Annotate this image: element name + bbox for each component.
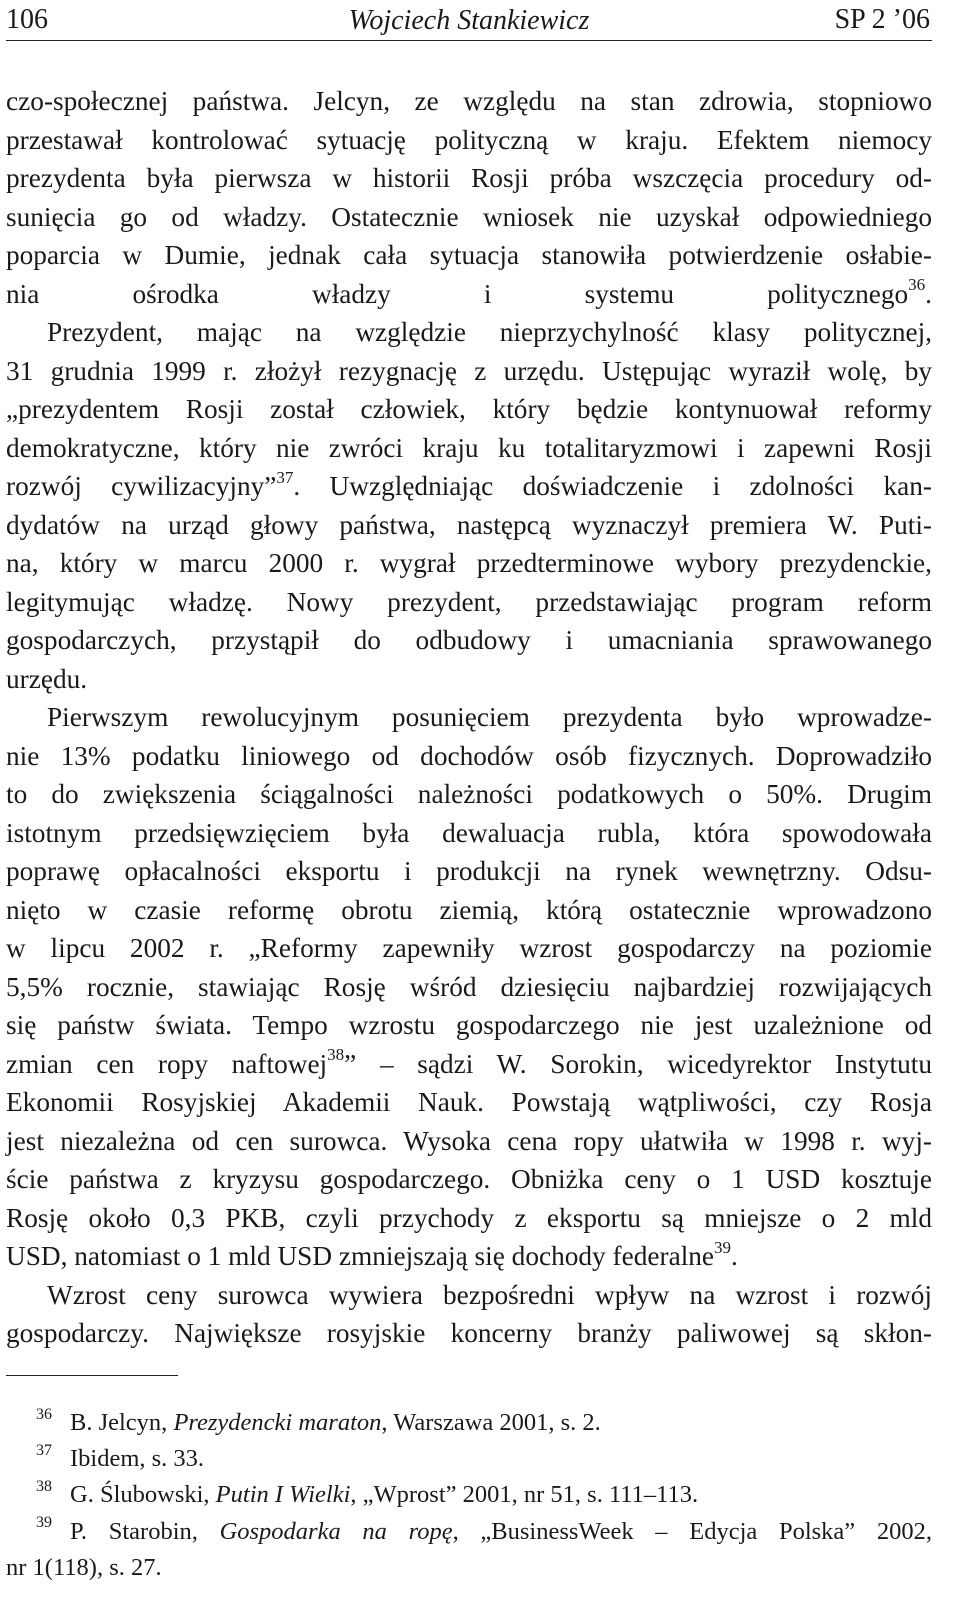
text-segment: USD, natomiast o 1 mld USD zmniejszają się dochody federalne: [6, 1241, 715, 1271]
footnote-continuation: nr 1(118), s. 27.: [6, 1553, 162, 1581]
text-line: Ekonomii Rosyjskiej Akademii Nauk. Powstają wątpliwości, czy Rosja: [6, 1087, 932, 1117]
text-line: [6, 1237, 932, 1276]
text-segment: ” – sądzi W. Sorokin, wicedyrektor Instytutu: [344, 1048, 932, 1079]
text-line: to do zwiększenia ściągalności należności podatkowych o 50%. Drugim: [6, 779, 932, 809]
text-line: jest niezależna od cen surowca. Wysoka cena ropy ułatwiła w 1998 r. wyj-: [6, 1125, 932, 1156]
text-line: nie 13% podatku liniowego od dochodów osób fizycznych. Doprowadziło: [6, 740, 932, 771]
text-line: demokratyczne, który nie zwróci kraju ku totalitaryzmowi i zapewni Rosji: [6, 432, 932, 463]
page-number: 106: [6, 4, 48, 35]
text-line: sunięcia go od władzy. Ostatecznie wniosek nie uzyskał odpowiedniego: [6, 201, 932, 232]
footnote-ref[interactable]: 36: [908, 275, 926, 295]
paragraph: [6, 313, 932, 698]
body-text: [6, 82, 932, 1353]
text-line: [6, 275, 932, 314]
footnotes: [6, 1405, 932, 1586]
running-header: [6, 0, 932, 41]
footnote-text: , „Wprost” 2001, nr 51, s. 111–113.: [350, 1481, 699, 1509]
paragraph: [6, 82, 932, 313]
footnote-title: Putin I Wielki: [215, 1481, 351, 1509]
text-line: Pierwszym rewolucyjnym posunięciem prezydenta było wprowadze-: [47, 702, 932, 732]
text-line: prezydenta była pierwsza w historii Rosji próba wszczęcia procedury od-: [6, 163, 932, 193]
text-line: w lipcu 2002 r. „Reformy zapewniły wzrost gospodarczy na poziomie: [6, 933, 932, 963]
text-line: dydatów na urząd głowy państwa, następcą wyznaczył premiera W. Puti-: [6, 509, 932, 540]
text-line: poprawę opłacalności eksportu i produkcji na rynek wewnętrzny. Odsu-: [6, 856, 932, 886]
footnote: 37 Ibidem, s. 33.: [36, 1442, 205, 1473]
text-segment: .: [925, 278, 932, 309]
footnote: 36 B. Jelcyn, Prezydencki maraton, Warszawa 2001, s. 2.: [36, 1405, 601, 1436]
footnote-text: , „BusinessWeek – Edycja Polska” 2002,: [452, 1517, 932, 1545]
text-line: [6, 1045, 932, 1084]
text-line: poparcia w Dumie, jednak cała sytuacja stanowiła potwierdzenie osłabie-: [6, 240, 932, 270]
footnote-text: G. Ślubowski,: [70, 1481, 216, 1509]
footnote-title: Gospodarka na ropę: [219, 1517, 453, 1545]
footnote-text: P. Starobin,: [70, 1517, 220, 1545]
footnote: 39 P. Starobin, Gospodarka na ropę, „BusinessWeek – Edycja Polska” 2002,: [36, 1514, 932, 1545]
text-line: 31 grudnia 1999 r. złożył rezygnację z urzędu. Ustępując wyraził wolę, by: [6, 355, 932, 386]
text-line: nięto w czasie reformę obrotu ziemią, którą ostatecznie wprowadzono: [6, 894, 932, 925]
text-segment: zmian cen ropy naftowej: [6, 1048, 328, 1079]
paragraph: [6, 1276, 932, 1353]
paragraph: [6, 698, 932, 1276]
text-line: gospodarczy. Największe rosyjskie koncerny branży paliwowej są skłon-: [6, 1318, 932, 1348]
text-line: ście państwa z kryzysu gospodarczego. Obniżka ceny o 1 USD kosztuje: [6, 1164, 932, 1194]
text-segment: . Uwzględniając doświadczenie i zdolności kan-: [293, 471, 932, 501]
text-line: urzędu.: [6, 663, 88, 694]
text-line: [6, 467, 932, 506]
text-line: istotnym przedsięwzięciem była dewaluacja rubla, która spowodowała: [6, 817, 932, 848]
footnote: 38 G. Ślubowski, Putin I Wielki, „Wprost” 2001, nr 51, s. 111–113.: [36, 1478, 699, 1509]
footnote-text: , Warszawa 2001, s. 2.: [381, 1409, 601, 1436]
text-line: legitymując władzę. Nowy prezydent, przedstawiając program reform: [6, 586, 932, 617]
running-header-author: Wojciech Stankiewicz: [348, 5, 590, 36]
footnote-ref[interactable]: 38: [327, 1045, 345, 1065]
journal-issue: SP 2 ’06: [834, 4, 930, 35]
footnote-ref[interactable]: 39: [714, 1237, 732, 1257]
text-segment: rozwój cywilizacyjny”: [6, 471, 277, 501]
text-line: Wzrost ceny surowca wywiera bezpośredni wpływ na wzrost i rozwój: [47, 1279, 932, 1310]
footnote-separator: [6, 1375, 178, 1376]
footnote-ref[interactable]: 37: [276, 467, 294, 487]
text-line: przestawał kontrolować sytuację polityczną w kraju. Efektem niemocy: [6, 124, 932, 155]
text-line: się państw świata. Tempo wzrostu gospodarczego nie jest uzależnione od: [6, 1010, 932, 1040]
text-line: gospodarczych, przystąpił do odbudowy i umacniania sprawowanego: [6, 625, 932, 655]
text-segment: nia ośrodka władzy i systemu politycznego: [6, 278, 909, 309]
footnote-text: Ibidem, s. 33.: [70, 1445, 205, 1473]
text-line: czo-społecznej państwa. Jelcyn, ze względu na stan zdrowia, stopniowo: [6, 86, 932, 116]
text-line: Prezydent, mając na względzie nieprzychylność klasy politycznej,: [47, 317, 932, 347]
text-line: 5,5% rocznie, stawiając Rosję wśród dziesięciu najbardziej rozwijających: [6, 971, 932, 1002]
footnote-text: B. Jelcyn,: [70, 1409, 174, 1436]
text-line: Rosję około 0,3 PKB, czyli przychody z eksportu są mniejsze o 2 mld: [6, 1202, 932, 1233]
text-segment: .: [731, 1241, 738, 1271]
text-line: „prezydentem Rosji został człowiek, który będzie kontynuował reformy: [6, 394, 932, 424]
footnote-title: Prezydencki maraton: [173, 1409, 382, 1436]
text-line: na, który w marcu 2000 r. wygrał przedterminowe wybory prezydenckie,: [6, 548, 932, 578]
